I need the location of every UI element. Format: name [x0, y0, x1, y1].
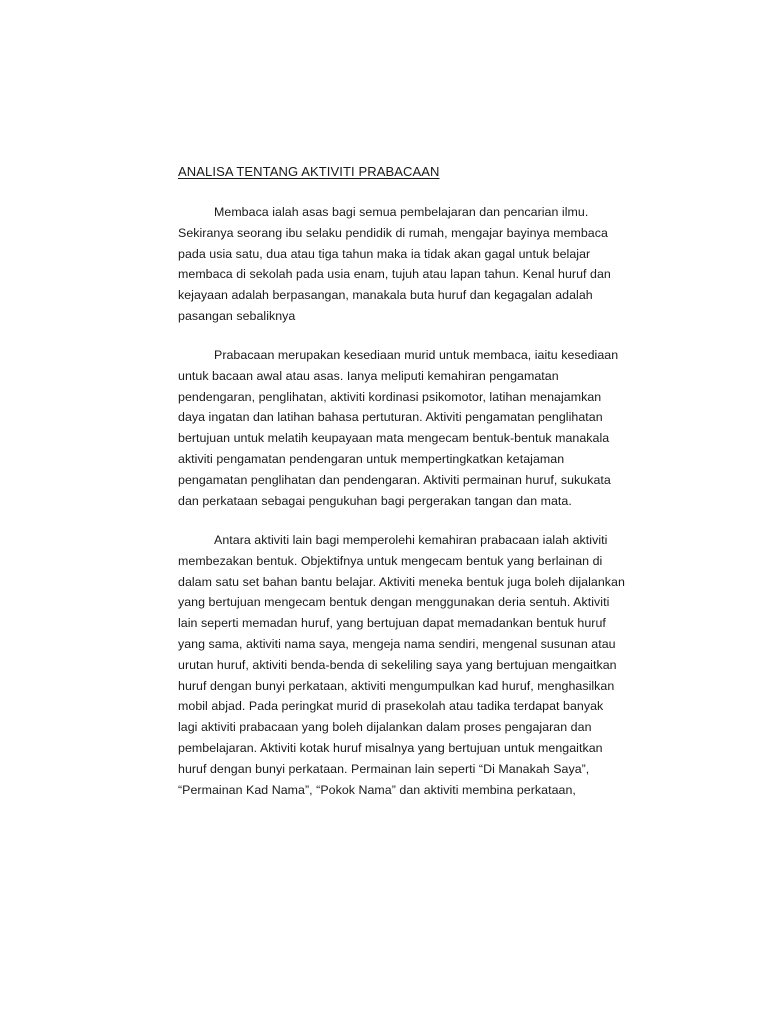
- paragraph-line: mobil abjad. Pada peringkat murid di prasekolah atau tadika terdapat banyak: [178, 699, 604, 714]
- paragraph-line: huruf dengan bunyi perkataan. Permainan lain seperti “Di Manakah Saya”,: [178, 761, 590, 776]
- paragraph-line: Sekiranya seorang ibu selaku pendidik di rumah, mengajar bayinya membaca: [178, 225, 608, 240]
- paragraph-line: daya ingatan dan latihan bahasa pertuturan. Aktiviti pengamatan penglihatan: [178, 410, 603, 425]
- paragraph-line: Membaca ialah asas bagi semua pembelajaran dan pencarian ilmu.: [214, 205, 589, 219]
- paragraph-line: Prabacaan merupakan kesediaan murid untuk membaca, iaitu kesediaan: [214, 348, 619, 362]
- paragraph-line: pasangan sebaliknya: [178, 308, 296, 323]
- paragraph-line: dalam satu set bahan bantu belajar. Aktiviti meneka bentuk juga boleh dijalankan: [178, 574, 625, 589]
- document-title: ANALISA TENTANG AKTIVITI PRABACAAN: [178, 164, 440, 179]
- paragraph-line: yang sama, aktiviti nama saya, mengeja nama sendiri, mengenal susunan atau: [178, 636, 616, 651]
- paragraph-line: bertujuan untuk melatih keupayaan mata mengecam bentuk-bentuk manakala: [178, 431, 610, 446]
- paragraph-1: [178, 202, 611, 327]
- paragraph-line: dan perkataan sebagai pengukuhan bagi pergerakan tangan dan mata.: [178, 493, 572, 508]
- paragraph-line: kejayaan adalah berpasangan, manakala buta huruf dan kegagalan adalah: [178, 288, 593, 303]
- paragraph-line: membezakan bentuk. Objektifnya untuk mengecam bentuk yang berlainan di: [178, 553, 603, 568]
- paragraph-line: urutan huruf, aktiviti benda-benda di sekeliling saya yang bertujuan mengaitkan: [178, 657, 617, 672]
- paragraph-line: huruf dengan bunyi perkataan, aktiviti mengumpulkan kad huruf, menghasilkan: [178, 678, 615, 693]
- paragraph-line: membaca di sekolah pada usia enam, tujuh atau lapan tahun. Kenal huruf dan: [178, 267, 611, 282]
- paragraph-2: [178, 345, 619, 511]
- paragraph-line: aktiviti pengamatan pendengaran untuk mempertingkatkan ketajaman: [178, 451, 565, 466]
- paragraph-line: lain seperti memadan huruf, yang bertujuan dapat memadankan bentuk huruf: [178, 616, 606, 631]
- paragraph-line: pendengaran, penglihatan, aktiviti kordinasi psikomotor, latihan menajamkan: [178, 389, 602, 404]
- paragraph-line: untuk bacaan awal atau asas. Ianya meliputi kemahiran pengamatan: [178, 368, 559, 383]
- paragraph-line: “Permainan Kad Nama”, “Pokok Nama” dan aktiviti membina perkataan,: [178, 782, 576, 797]
- paragraph-line: pada usia satu, dua atau tiga tahun maka ia tidak akan gagal untuk belajar: [178, 246, 591, 261]
- paragraph-line: yang bertujuan mengecam bentuk dengan menggunakan deria sentuh. Aktiviti: [178, 595, 610, 610]
- paragraph-line: lagi aktiviti prabacaan yang boleh dijalankan dalam proses pengajaran dan: [178, 720, 592, 735]
- paragraph-line: Antara aktiviti lain bagi memperolehi kemahiran prabacaan ialah aktiviti: [214, 533, 608, 547]
- paragraph-line: pembelajaran. Aktiviti kotak huruf misalnya yang bertujuan untuk mengaitkan: [178, 740, 603, 755]
- paragraph-line: pengamatan penglihatan dan pendengaran. Aktiviti permainan huruf, sukukata: [178, 472, 611, 487]
- paragraph-3: [178, 530, 625, 800]
